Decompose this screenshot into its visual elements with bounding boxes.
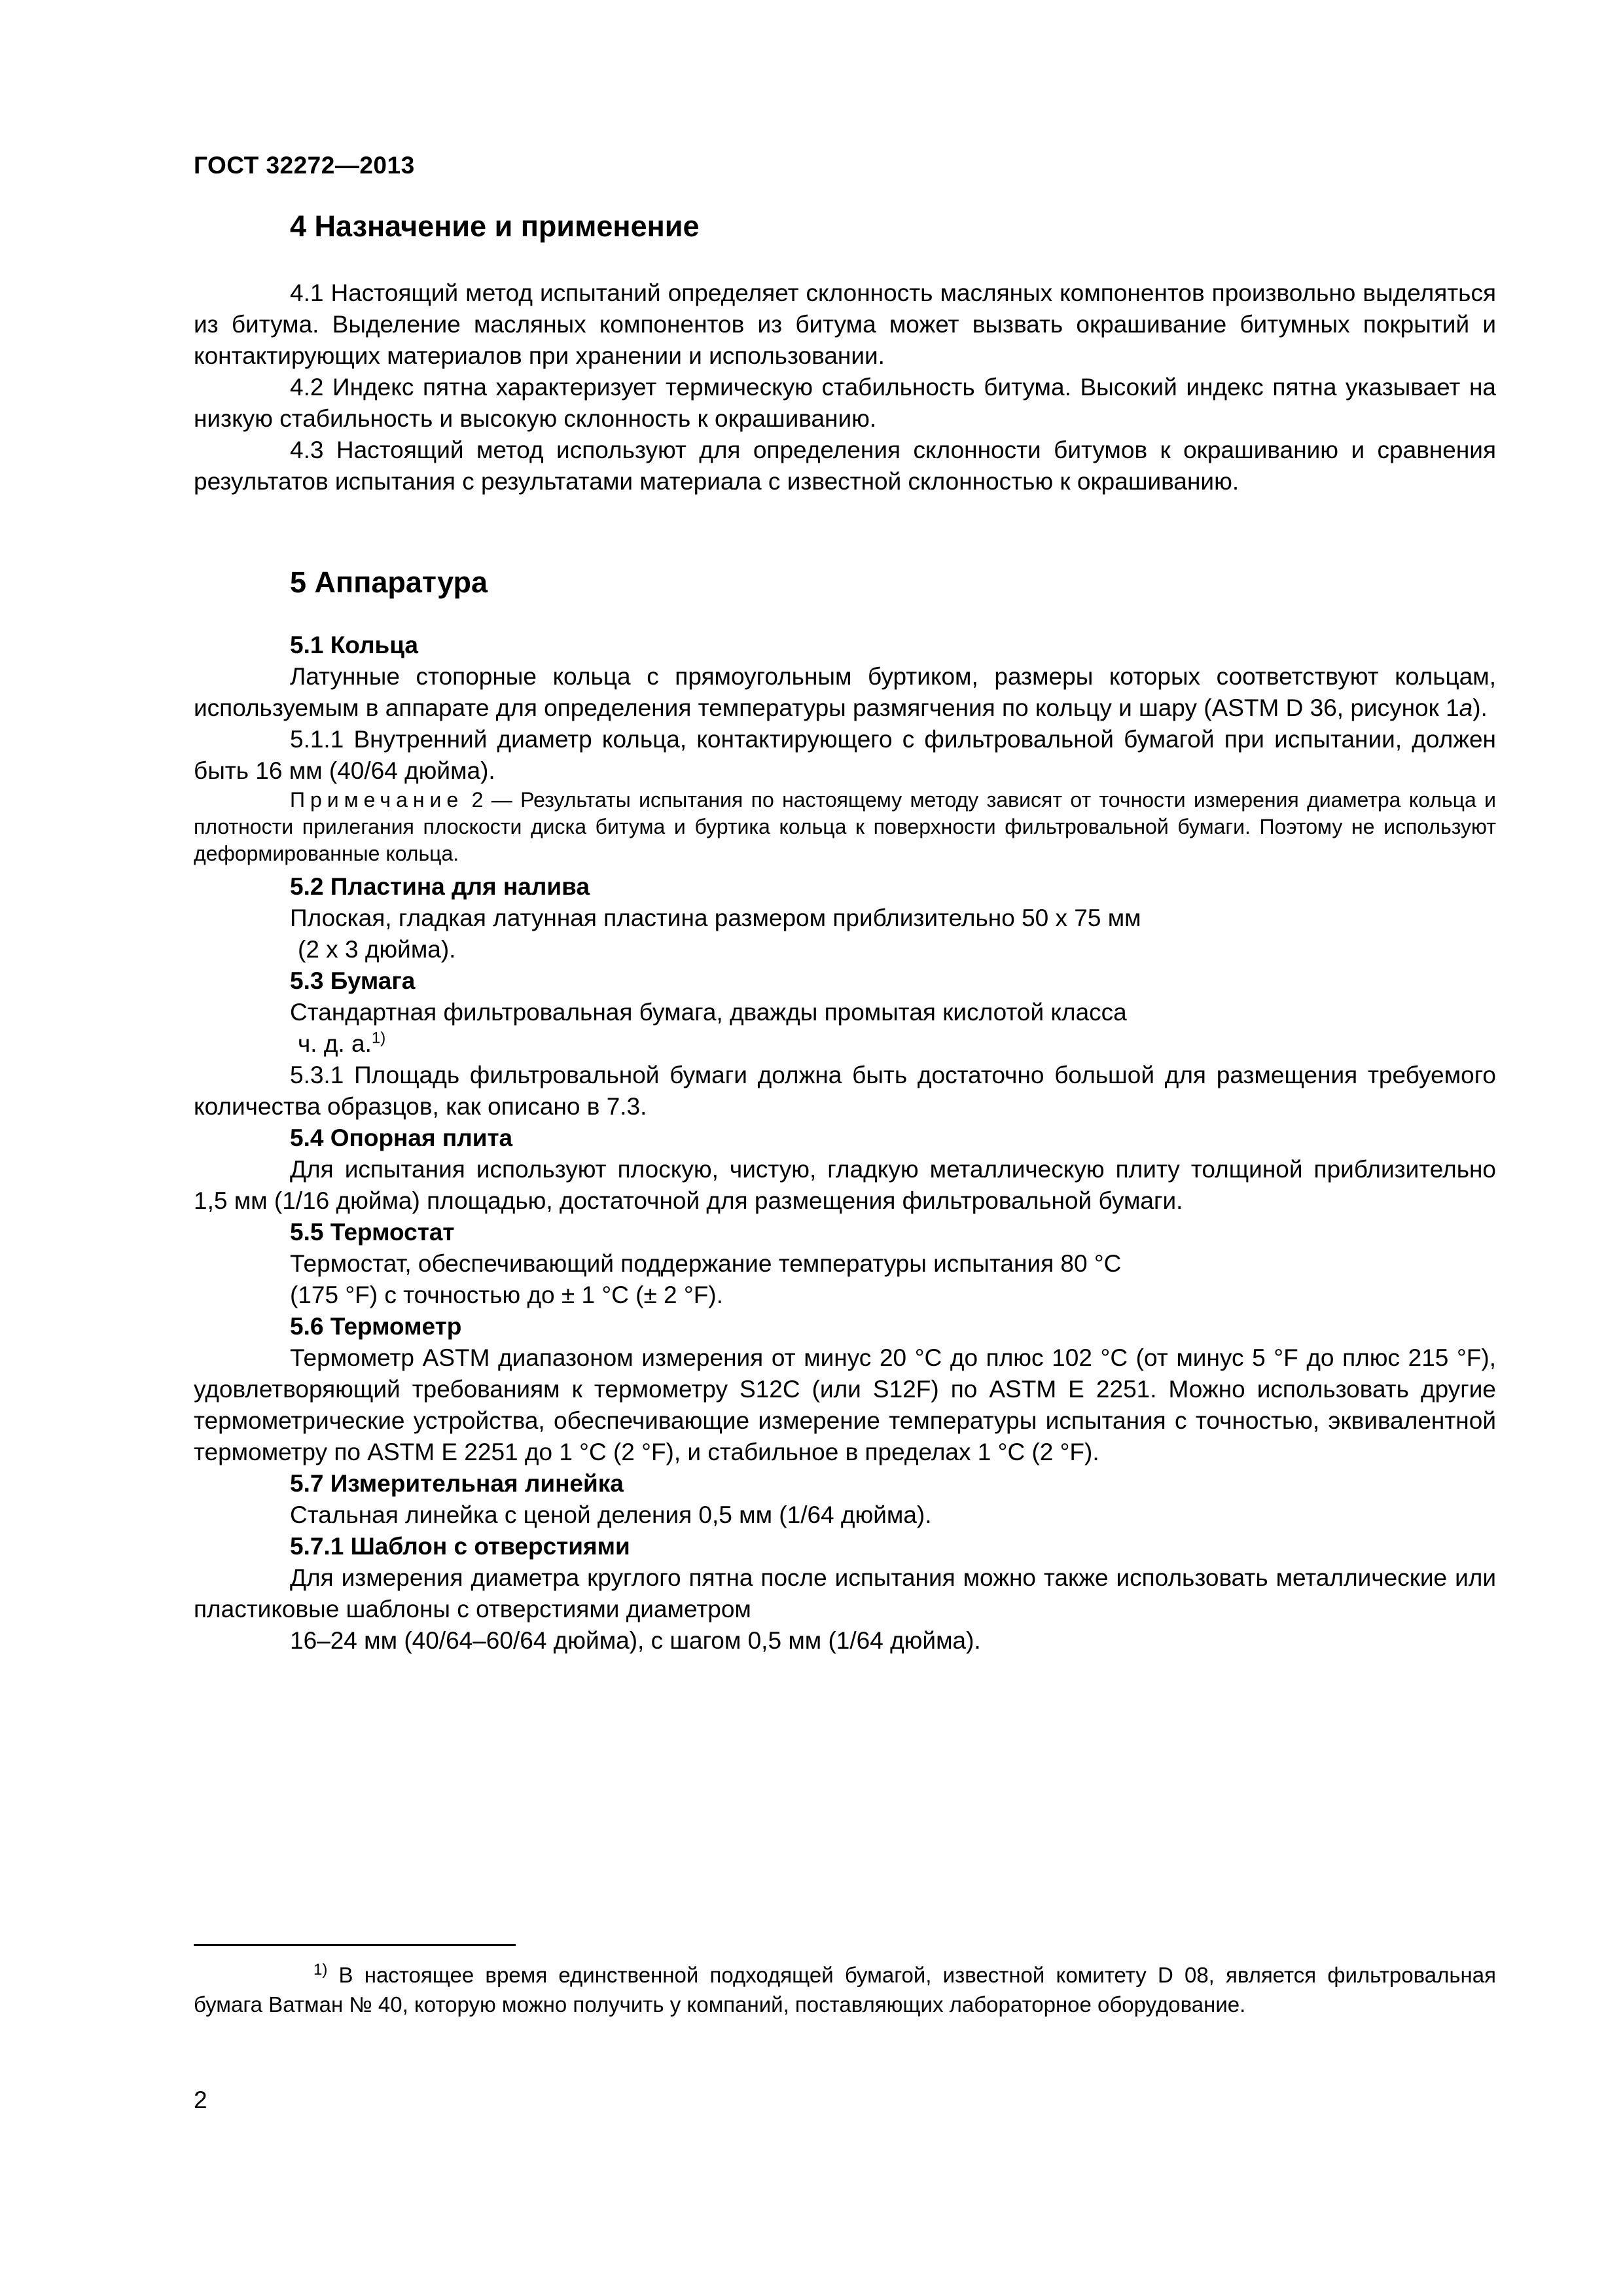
- grade-text: ч. д. а.: [298, 1030, 372, 1057]
- paragraph-5-2-line1: Плоская, гладкая латунная пластина размером приблизительно 50 х 75 мм: [290, 905, 1141, 931]
- paragraph-4-3: 4.3 Настоящий метод используют для определения склонности битумов к окрашиванию и сравнения результатов испытания с результатами материала с известной склонностью к окрашиванию.: [194, 437, 1496, 495]
- paragraph-4-2: 4.2 Индекс пятна характеризует термическую стабильность битума. Высокий индекс пятна указывает на низкую стабильность и высокую склонность к окрашиванию.: [194, 374, 1496, 432]
- subsection-5-4-title: 5.4 Опорная плита: [290, 1124, 513, 1151]
- paragraph-5-3-line1: Стандартная фильтровальная бумага, дважды промытая кислотой класса: [290, 999, 1127, 1026]
- paragraph-5-1: [194, 661, 1496, 724]
- subsection-5-3-title: 5.3 Бумага: [290, 967, 416, 994]
- paragraph-5-1-text: Латунные стопорные кольца с прямоугольным буртиком, размеры которых соответствуют кольцам, используемым в аппарате для определения температуры размягчения по кольцу и шару (ASTM D 36, рисунок 1: [194, 663, 1496, 721]
- page-number: 2: [194, 2087, 207, 2113]
- paragraph-5-1-close: ).: [1472, 694, 1488, 721]
- paragraph-5-4: Для испытания используют плоскую, чистую, гладкую металлическую плиту толщиной приблизительно 1,5 мм (1/16 дюйма) площадью, достаточной для размещения фильтровальной бумаги.: [194, 1156, 1496, 1214]
- footnote-separator: [194, 1944, 516, 1946]
- paragraph-5-7-1-line2: 16–24 мм (40/64–60/64 дюйма), с шагом 0,5 мм (1/64 дюйма).: [290, 1627, 981, 1654]
- paragraph-5-1-1: 5.1.1 Внутренний диаметр кольца, контактирующего с фильтровальной бумагой при испытании, должен быть 16 мм (40/64 дюйма).: [194, 726, 1496, 784]
- footnote-marker: 1): [313, 1961, 328, 1979]
- subsection-5-7-1-title: 5.7.1 Шаблон с отверстиями: [290, 1533, 630, 1560]
- paragraph-5-5-line1: Термостат, обеспечивающий поддержание температуры испытания 80 °С: [290, 1250, 1122, 1277]
- paragraph-5-2-line2: (2 х 3 дюйма).: [298, 936, 456, 963]
- subsection-5-1-title: 5.1 Кольца: [290, 632, 419, 658]
- figure-ref-italic: а: [1459, 694, 1473, 721]
- footnote: [194, 1960, 1496, 2019]
- paragraph-5-7-1: Для измерения диаметра круглого пятна после испытания можно также использовать металлические или пластиковые шаблоны с отверстиями диаметром: [194, 1564, 1496, 1623]
- paragraph-4-1: 4.1 Настоящий метод испытаний определяет склонность масляных компонентов произвольно выделяться из битума. Выделение масляных компонентов из битума может вызвать окрашивание битумных покрытий и контактирующих материалов при хранении и использовании.: [194, 279, 1496, 369]
- subsection-5-6-title: 5.6 Термометр: [290, 1313, 462, 1340]
- paragraph-5-3-line2: [298, 1028, 1496, 1060]
- standard-code-header: ГОСТ 32272—2013: [194, 152, 415, 179]
- paragraph-5-6: Термометр ASTM диапазоном измерения от минус 20 °С до плюс 102 °С (от минус 5 °F до плюс 215 °F), удовлетворяющий требованиям к термометру S12C (или S12F) по ASTM E 2251. Можно использовать другие термометрические устройства, обеспечивающие измерение температуры испытания с точностью, эквивалентной термометру по ASTM E 2251 до 1 °С (2 °F), и стабильное в пределах 1 °С (2 °F).: [194, 1344, 1496, 1465]
- subsection-5-5-title: 5.5 Термостат: [290, 1219, 455, 1246]
- paragraph-5-5-line2: (175 °F) с точностью до ± 1 °С (± 2 °F).: [290, 1282, 723, 1308]
- section-4: [194, 208, 1496, 497]
- paragraph-5-7: Стальная линейка с ценой деления 0,5 мм (1/64 дюйма).: [290, 1501, 932, 1528]
- section-5: [194, 564, 1496, 1657]
- subsection-5-2-title: 5.2 Пластина для налива: [290, 873, 590, 900]
- footnote-reference[interactable]: 1): [371, 1029, 386, 1047]
- subsection-5-7-title: 5.7 Измерительная линейка: [290, 1470, 624, 1497]
- section-5-title: 5 Аппаратура: [290, 565, 488, 599]
- note-text: 2 — Результаты испытания по настоящему методу зависят от точности измерения диаметра кольца и плотности прилегания плоскости диска битума и буртика кольца к поверхности фильтровальной бумаги. Поэтому не используют деформированные кольца.: [194, 788, 1497, 865]
- note-label: Примечание: [290, 788, 464, 812]
- footnote-text: В настоящее время единственной подходящей бумагой, известной комитету D 08, является фильтровальная бумага Ватман № 40, которую можно получить у компаний, поставляющих лабораторное оборудование.: [194, 1963, 1497, 2017]
- section-4-title: 4 Назначение и применение: [290, 209, 700, 243]
- note-2: [194, 787, 1496, 867]
- paragraph-5-3-1: 5.3.1 Площадь фильтровальной бумаги должна быть достаточно большой для размещения требуемого количества образцов, как описано в 7.3.: [194, 1062, 1496, 1120]
